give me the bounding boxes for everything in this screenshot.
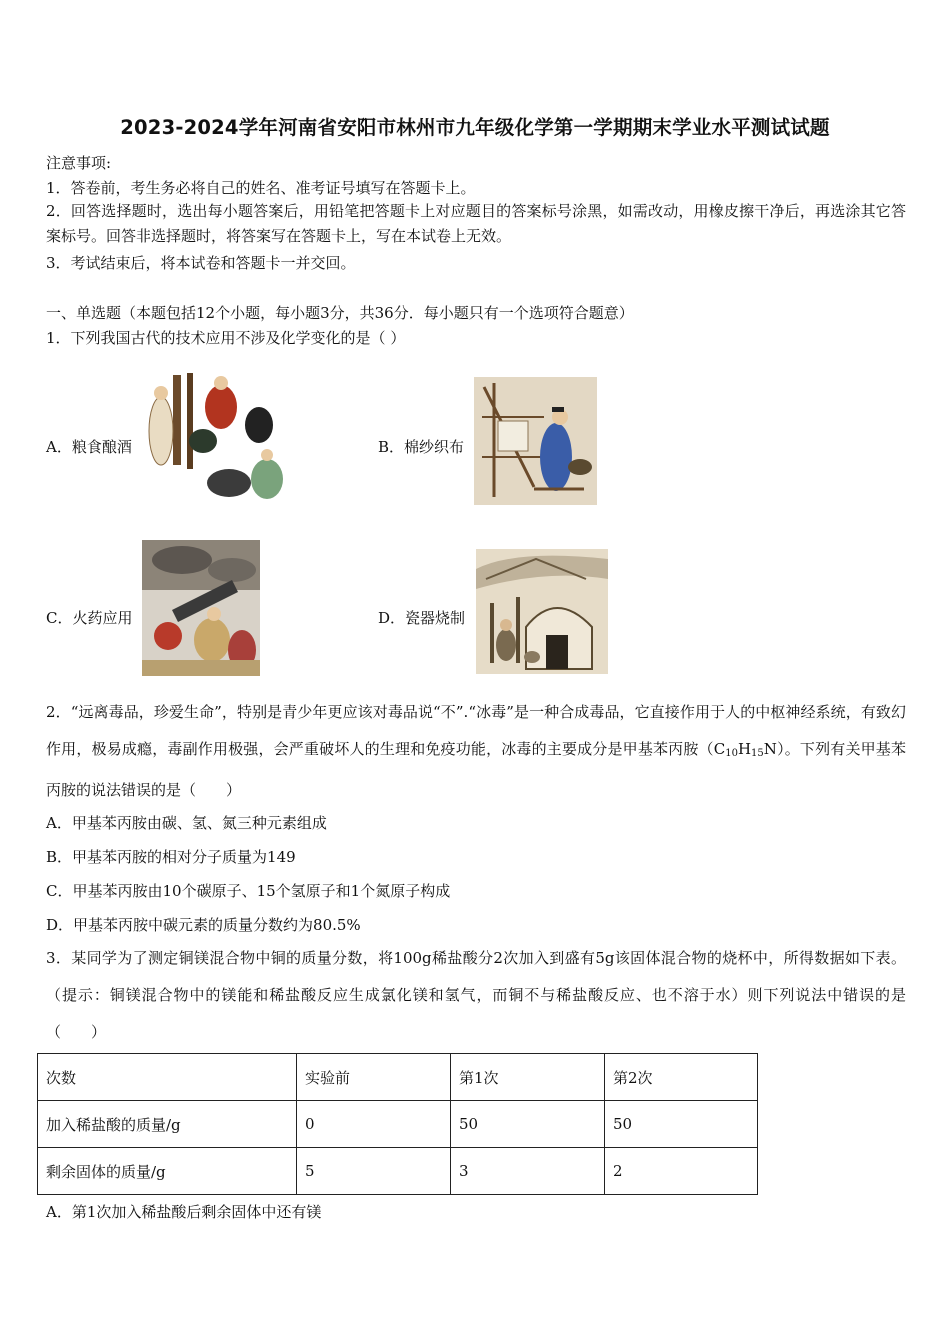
q2-stem-text: 2．“远离毒品，珍爱生命”，特别是青少年更应该对毒品说“不”.“冰毒”是一种合成毒品，它直接作用于人的中枢神经系统，有致幻作用，极易成瘾，毒副作用极强，会严重破坏人的生理和免疫功能，冰毒的主要成分是甲基苯丙胺: [46, 703, 906, 758]
q2-stem-question: 。下列有关甲基苯丙胺的说法错误的是（ ）: [46, 740, 906, 799]
table-cell: 3: [451, 1148, 605, 1195]
wine-brewing-illustration: [143, 371, 288, 503]
q1-option-a: A．粮食酿酒: [46, 438, 132, 456]
table-row: [38, 1101, 758, 1148]
notice-heading: 注意事项:: [46, 154, 112, 172]
notice-item-2: 2．回答选择题时，选出每小题答案后，用铅笔把答题卡上对应题目的答案标号涂黑，如需改动，用橡皮擦干净后，再选涂其它答案标号。回答非选择题时，将答案写在答题卡上，写在本试卷上无效。: [46, 202, 906, 245]
table-row: [38, 1054, 758, 1101]
q2-option-b: B．甲基苯丙胺的相对分子质量为149: [46, 848, 296, 866]
q2-formula-h: H: [737, 740, 752, 758]
q1-option-d: D．瓷器烧制: [378, 609, 466, 627]
q2-option-c: C．甲基苯丙胺由10个碳原子、15个氢原子和1个氮原子构成: [46, 882, 451, 900]
section-heading: 一、单选题（本题包括12个小题，每小题3分，共36分．每小题只有一个选项符合题意）: [46, 304, 634, 322]
gunpowder-illustration: [142, 540, 260, 676]
table-cell: 5: [297, 1148, 451, 1195]
q2-option-d: D．甲基苯丙胺中碳元素的质量分数约为80.5%: [46, 916, 361, 934]
notice-item-1: 1．答卷前，考生务必将自己的姓名、准考证号填写在答题卡上。: [46, 179, 476, 197]
q2-formula-h-count: 15: [751, 748, 764, 759]
q1-stem: 1．下列我国古代的技术应用不涉及化学变化的是（ ）: [46, 329, 406, 347]
table-cell: 50: [451, 1101, 605, 1148]
q3-option-a: A．第1次加入稀盐酸后剩余固体中还有镁: [46, 1203, 322, 1221]
table-header-cell: 次数: [38, 1054, 297, 1101]
table-cell: 剩余固体的质量/g: [38, 1148, 297, 1195]
q2-formula-close: N）: [763, 740, 785, 758]
q1-option-b: B．棉纱织布: [378, 438, 465, 456]
table-header-cell: 第1次: [451, 1054, 605, 1101]
table-cell: 加入稀盐酸的质量/g: [38, 1101, 297, 1148]
weaving-illustration: [474, 377, 597, 505]
page-title: 2023-2024学年河南省安阳市林州市九年级化学第一学期期末学业水平测试试题: [120, 116, 830, 139]
q2-formula-open: （C: [698, 740, 726, 758]
notice-item-3: 3．考试结束后，将本试卷和答题卡一并交回。: [46, 254, 356, 272]
q2-stem: [46, 694, 906, 809]
porcelain-kiln-illustration: [476, 549, 608, 674]
table-cell: 50: [605, 1101, 758, 1148]
table-cell: 2: [605, 1148, 758, 1195]
table-header-cell: 实验前: [297, 1054, 451, 1101]
q3-stem: 3．某同学为了测定铜镁混合物中铜的质量分数，将100g稀盐酸分2次加入到盛有5g该固体混合物的烧杯中，所得数据如下表。（提示：铜镁混合物中的镁能和稀盐酸反应生成氯化镁和氢气，而铜不与稀盐酸反应、也不溶于水）则下列说法中错误的是（ ）: [46, 949, 906, 1041]
q2-option-a: A．甲基苯丙胺由碳、氢、氮三种元素组成: [46, 814, 327, 832]
q3-data-table: [37, 1053, 758, 1195]
table-cell: 0: [297, 1101, 451, 1148]
table-row: [38, 1148, 758, 1195]
q2-formula-c-count: 10: [725, 748, 738, 759]
table-header-cell: 第2次: [605, 1054, 758, 1101]
q1-option-c: C．火药应用: [46, 609, 133, 627]
